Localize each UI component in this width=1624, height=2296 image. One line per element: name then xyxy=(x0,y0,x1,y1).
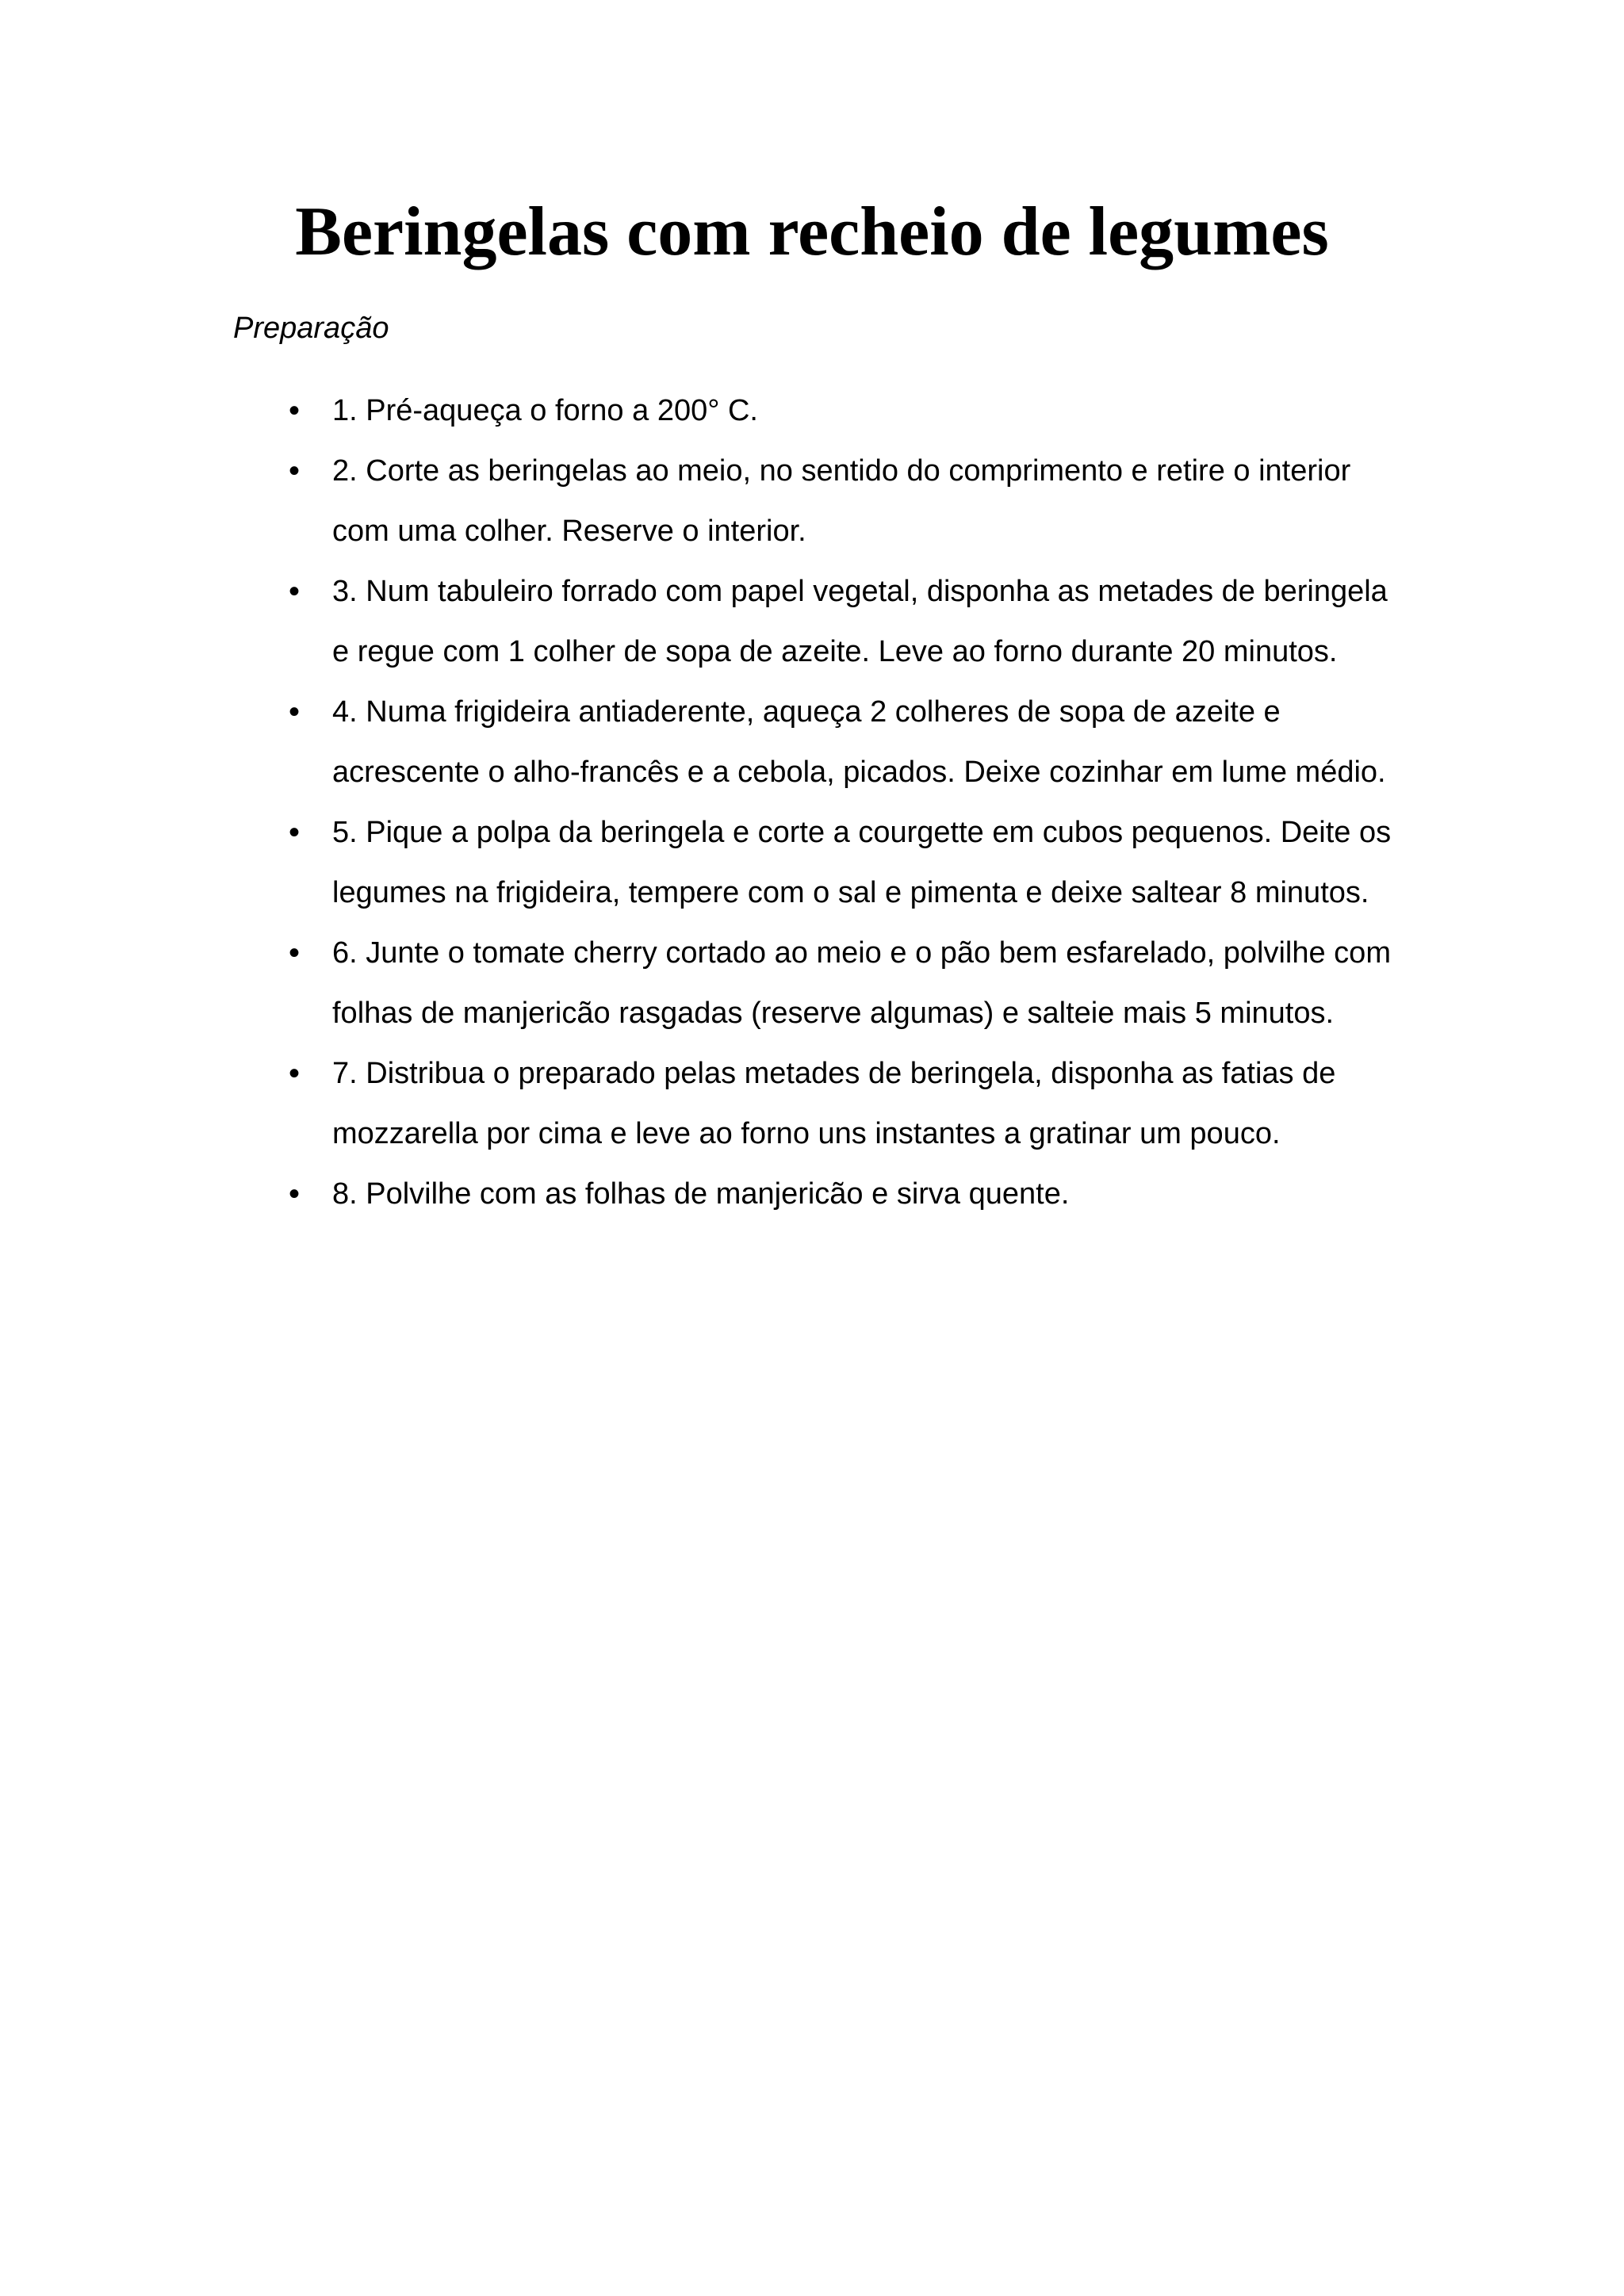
step-item xyxy=(0,802,1399,923)
section-heading-preparation: Preparação xyxy=(233,312,389,345)
bullet-icon: • xyxy=(288,815,300,850)
bullet-icon: • xyxy=(288,453,300,488)
step-text: 1. Pré-aqueça o forno a 200° C. xyxy=(332,394,758,427)
bullet-icon: • xyxy=(288,574,300,609)
step-text: 6. Junte o tomate cherry cortado ao meio e o pão bem esfarelado, polvilhe com folhas de manjericão rasgadas (reserve algumas) e salteie mais 5 minutos. xyxy=(332,936,1391,1030)
step-item xyxy=(0,1164,1399,1224)
step-item xyxy=(0,682,1399,802)
bullet-icon: • xyxy=(288,695,300,729)
step-item xyxy=(0,923,1399,1043)
step-item xyxy=(0,441,1399,561)
step-text: 5. Pique a polpa da beringela e corte a courgette em cubos pequenos. Deite os legumes na frigideira, tempere com o sal e pimenta e deixe saltear 8 minutos. xyxy=(332,816,1392,909)
preparation-steps-list xyxy=(0,381,1624,1224)
step-item xyxy=(0,381,1399,441)
recipe-title: Beringelas com recheio de legumes xyxy=(295,193,1329,270)
step-text: 8. Polvilhe com as folhas de manjericão e sirva quente. xyxy=(332,1177,1070,1211)
step-text: 7. Distribua o preparado pelas metades de beringela, disponha as fatias de mozzarella por cima e leve ao forno uns instantes a gratinar um pouco. xyxy=(332,1057,1336,1150)
step-text: 3. Num tabuleiro forrado com papel vegetal, disponha as metades de beringela e regue com 1 colher de sopa de azeite. Leve ao forno durante 20 minutos. xyxy=(332,575,1388,668)
step-item xyxy=(0,561,1399,682)
bullet-icon: • xyxy=(288,1056,300,1091)
bullet-icon: • xyxy=(288,936,300,970)
bullet-icon: • xyxy=(288,393,300,428)
bullet-icon: • xyxy=(288,1177,300,1211)
step-item xyxy=(0,1043,1399,1164)
step-text: 2. Corte as beringelas ao meio, no sentido do comprimento e retire o interior com uma colher. Reserve o interior. xyxy=(332,454,1351,548)
step-text: 4. Numa frigideira antiaderente, aqueça 2 colheres de sopa de azeite e acrescente o alho-francês e a cebola, picados. Deixe cozinhar em lume médio. xyxy=(332,695,1386,789)
